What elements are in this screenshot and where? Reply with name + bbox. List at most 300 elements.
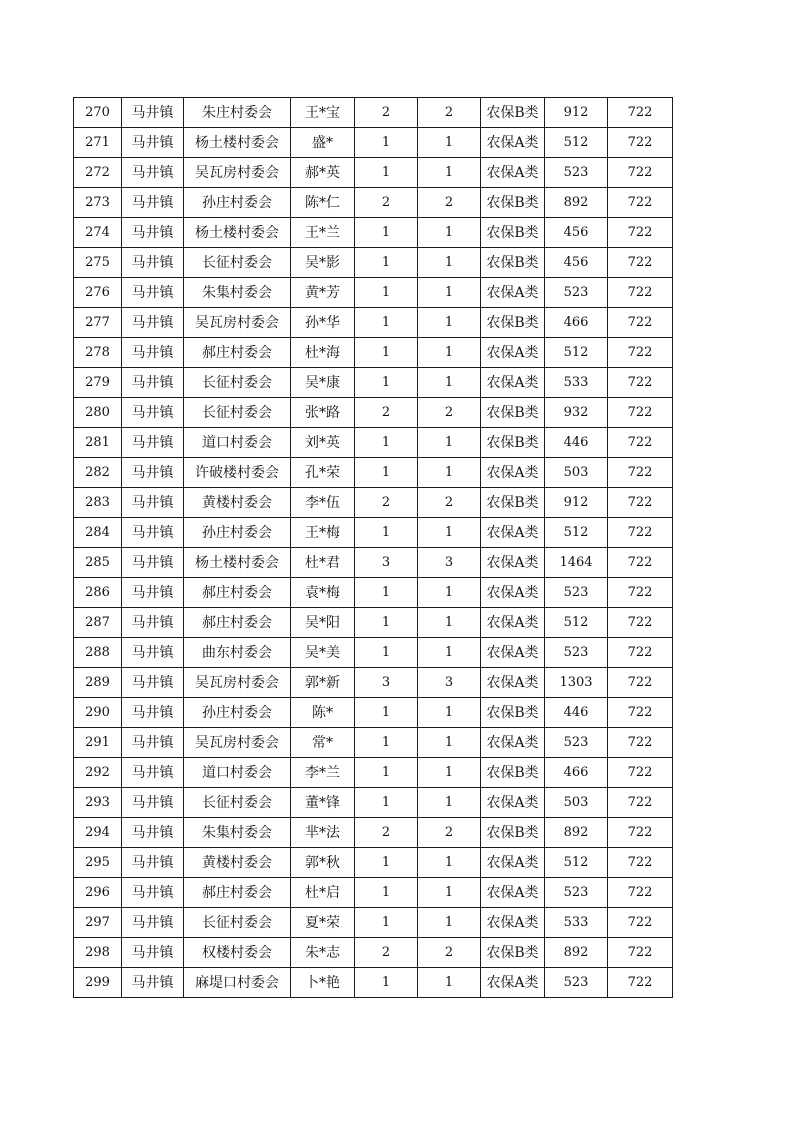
amount-cell: 932: [545, 398, 608, 428]
household-count-cell: 3: [355, 548, 418, 578]
name-cell: 郭*秋: [291, 848, 355, 878]
standard-cell: 722: [608, 698, 673, 728]
household-count-cell: 1: [355, 278, 418, 308]
town-cell: 马井镇: [122, 458, 184, 488]
name-cell: 刘*英: [291, 428, 355, 458]
household-count-cell: 2: [355, 188, 418, 218]
town-cell: 马井镇: [122, 218, 184, 248]
amount-cell: 533: [545, 908, 608, 938]
name-cell: 王*宝: [291, 98, 355, 128]
row-number-cell: 286: [74, 578, 122, 608]
standard-cell: 722: [608, 428, 673, 458]
name-cell: 郝*英: [291, 158, 355, 188]
amount-cell: 512: [545, 518, 608, 548]
household-count-cell: 1: [355, 788, 418, 818]
village-committee-cell: 朱集村委会: [184, 278, 291, 308]
household-count-cell: 1: [355, 728, 418, 758]
person-count-cell: 1: [418, 968, 481, 998]
person-count-cell: 3: [418, 668, 481, 698]
household-count-cell: 1: [355, 908, 418, 938]
town-cell: 马井镇: [122, 248, 184, 278]
household-count-cell: 1: [355, 128, 418, 158]
name-cell: 朱*志: [291, 938, 355, 968]
household-count-cell: 3: [355, 668, 418, 698]
standard-cell: 722: [608, 128, 673, 158]
village-committee-cell: 郝庄村委会: [184, 878, 291, 908]
person-count-cell: 2: [418, 488, 481, 518]
insurance-category-cell: 农保A类: [481, 128, 545, 158]
name-cell: 卜*艳: [291, 968, 355, 998]
household-count-cell: 1: [355, 848, 418, 878]
town-cell: 马井镇: [122, 668, 184, 698]
person-count-cell: 1: [418, 728, 481, 758]
person-count-cell: 2: [418, 398, 481, 428]
standard-cell: 722: [608, 818, 673, 848]
village-committee-cell: 朱庄村委会: [184, 98, 291, 128]
table-row: [74, 638, 673, 668]
household-count-cell: 2: [355, 398, 418, 428]
person-count-cell: 1: [418, 698, 481, 728]
town-cell: 马井镇: [122, 698, 184, 728]
name-cell: 董*锋: [291, 788, 355, 818]
name-cell: 吴*影: [291, 248, 355, 278]
person-count-cell: 1: [418, 848, 481, 878]
village-committee-cell: 孙庄村委会: [184, 518, 291, 548]
amount-cell: 523: [545, 278, 608, 308]
town-cell: 马井镇: [122, 818, 184, 848]
row-number-cell: 278: [74, 338, 122, 368]
standard-cell: 722: [608, 518, 673, 548]
name-cell: 杜*君: [291, 548, 355, 578]
amount-cell: 512: [545, 848, 608, 878]
table-row: [74, 938, 673, 968]
insurance-category-cell: 农保A类: [481, 728, 545, 758]
standard-cell: 722: [608, 908, 673, 938]
person-count-cell: 1: [418, 158, 481, 188]
table-row: [74, 308, 673, 338]
household-count-cell: 1: [355, 338, 418, 368]
village-committee-cell: 朱集村委会: [184, 818, 291, 848]
row-number-cell: 294: [74, 818, 122, 848]
amount-cell: 892: [545, 818, 608, 848]
person-count-cell: 1: [418, 578, 481, 608]
name-cell: 芈*法: [291, 818, 355, 848]
amount-cell: 912: [545, 98, 608, 128]
name-cell: 袁*梅: [291, 578, 355, 608]
row-number-cell: 280: [74, 398, 122, 428]
household-count-cell: 1: [355, 158, 418, 188]
insurance-category-cell: 农保B类: [481, 758, 545, 788]
town-cell: 马井镇: [122, 638, 184, 668]
person-count-cell: 1: [418, 218, 481, 248]
row-number-cell: 271: [74, 128, 122, 158]
amount-cell: 523: [545, 878, 608, 908]
insurance-category-cell: 农保B类: [481, 218, 545, 248]
row-number-cell: 298: [74, 938, 122, 968]
town-cell: 马井镇: [122, 938, 184, 968]
insurance-category-cell: 农保A类: [481, 458, 545, 488]
village-committee-cell: 孙庄村委会: [184, 698, 291, 728]
insurance-category-cell: 农保A类: [481, 788, 545, 818]
person-count-cell: 2: [418, 188, 481, 218]
row-number-cell: 272: [74, 158, 122, 188]
table-row: [74, 848, 673, 878]
amount-cell: 503: [545, 458, 608, 488]
name-cell: 夏*荣: [291, 908, 355, 938]
standard-cell: 722: [608, 878, 673, 908]
person-count-cell: 1: [418, 518, 481, 548]
town-cell: 马井镇: [122, 728, 184, 758]
town-cell: 马井镇: [122, 488, 184, 518]
village-committee-cell: 道口村委会: [184, 428, 291, 458]
insurance-category-cell: 农保A类: [481, 158, 545, 188]
roster-table-body: [74, 98, 673, 998]
table-row: [74, 878, 673, 908]
person-count-cell: 1: [418, 248, 481, 278]
person-count-cell: 1: [418, 308, 481, 338]
row-number-cell: 273: [74, 188, 122, 218]
household-count-cell: 1: [355, 458, 418, 488]
household-count-cell: 1: [355, 518, 418, 548]
name-cell: 盛*: [291, 128, 355, 158]
table-row: [74, 98, 673, 128]
row-number-cell: 282: [74, 458, 122, 488]
village-committee-cell: 杨土楼村委会: [184, 128, 291, 158]
table-row: [74, 698, 673, 728]
amount-cell: 456: [545, 248, 608, 278]
village-committee-cell: 吴瓦房村委会: [184, 728, 291, 758]
person-count-cell: 1: [418, 878, 481, 908]
amount-cell: 912: [545, 488, 608, 518]
insurance-category-cell: 农保A类: [481, 908, 545, 938]
town-cell: 马井镇: [122, 158, 184, 188]
insurance-category-cell: 农保A类: [481, 368, 545, 398]
table-row: [74, 818, 673, 848]
table-row: [74, 278, 673, 308]
standard-cell: 722: [608, 98, 673, 128]
table-row: [74, 188, 673, 218]
town-cell: 马井镇: [122, 398, 184, 428]
town-cell: 马井镇: [122, 548, 184, 578]
amount-cell: 1303: [545, 668, 608, 698]
table-row: [74, 788, 673, 818]
standard-cell: 722: [608, 278, 673, 308]
row-number-cell: 285: [74, 548, 122, 578]
person-count-cell: 1: [418, 368, 481, 398]
row-number-cell: 287: [74, 608, 122, 638]
insurance-category-cell: 农保A类: [481, 608, 545, 638]
household-count-cell: 1: [355, 608, 418, 638]
household-count-cell: 1: [355, 698, 418, 728]
person-count-cell: 3: [418, 548, 481, 578]
table-row: [74, 218, 673, 248]
row-number-cell: 283: [74, 488, 122, 518]
insurance-category-cell: 农保A类: [481, 548, 545, 578]
village-committee-cell: 道口村委会: [184, 758, 291, 788]
standard-cell: 722: [608, 458, 673, 488]
row-number-cell: 295: [74, 848, 122, 878]
table-row: [74, 578, 673, 608]
town-cell: 马井镇: [122, 578, 184, 608]
person-count-cell: 1: [418, 128, 481, 158]
standard-cell: 722: [608, 218, 673, 248]
town-cell: 马井镇: [122, 368, 184, 398]
person-count-cell: 1: [418, 458, 481, 488]
name-cell: 李*伍: [291, 488, 355, 518]
standard-cell: 722: [608, 548, 673, 578]
standard-cell: 722: [608, 488, 673, 518]
person-count-cell: 1: [418, 278, 481, 308]
village-committee-cell: 孙庄村委会: [184, 188, 291, 218]
row-number-cell: 281: [74, 428, 122, 458]
village-committee-cell: 长征村委会: [184, 368, 291, 398]
standard-cell: 722: [608, 758, 673, 788]
amount-cell: 523: [545, 638, 608, 668]
town-cell: 马井镇: [122, 758, 184, 788]
row-number-cell: 270: [74, 98, 122, 128]
insurance-category-cell: 农保A类: [481, 338, 545, 368]
insurance-category-cell: 农保A类: [481, 968, 545, 998]
village-committee-cell: 吴瓦房村委会: [184, 308, 291, 338]
insurance-category-cell: 农保A类: [481, 278, 545, 308]
household-count-cell: 1: [355, 428, 418, 458]
household-count-cell: 1: [355, 248, 418, 278]
name-cell: 王*兰: [291, 218, 355, 248]
village-committee-cell: 长征村委会: [184, 248, 291, 278]
insurance-category-cell: 农保B类: [481, 308, 545, 338]
amount-cell: 512: [545, 338, 608, 368]
table-row: [74, 428, 673, 458]
amount-cell: 523: [545, 728, 608, 758]
household-count-cell: 1: [355, 578, 418, 608]
table-row: [74, 398, 673, 428]
insurance-category-cell: 农保B类: [481, 188, 545, 218]
amount-cell: 523: [545, 158, 608, 188]
insurance-category-cell: 农保B类: [481, 938, 545, 968]
roster-table: [73, 97, 673, 998]
name-cell: 吴*康: [291, 368, 355, 398]
person-count-cell: 1: [418, 788, 481, 818]
name-cell: 吴*美: [291, 638, 355, 668]
household-count-cell: 2: [355, 938, 418, 968]
person-count-cell: 2: [418, 938, 481, 968]
name-cell: 吴*阳: [291, 608, 355, 638]
insurance-category-cell: 农保B类: [481, 98, 545, 128]
amount-cell: 466: [545, 308, 608, 338]
table-row: [74, 248, 673, 278]
household-count-cell: 1: [355, 368, 418, 398]
town-cell: 马井镇: [122, 188, 184, 218]
insurance-category-cell: 农保A类: [481, 638, 545, 668]
town-cell: 马井镇: [122, 338, 184, 368]
standard-cell: 722: [608, 728, 673, 758]
row-number-cell: 275: [74, 248, 122, 278]
standard-cell: 722: [608, 398, 673, 428]
table-row: [74, 338, 673, 368]
name-cell: 李*兰: [291, 758, 355, 788]
village-committee-cell: 长征村委会: [184, 908, 291, 938]
amount-cell: 512: [545, 128, 608, 158]
standard-cell: 722: [608, 368, 673, 398]
table-row: [74, 968, 673, 998]
row-number-cell: 291: [74, 728, 122, 758]
standard-cell: 722: [608, 638, 673, 668]
person-count-cell: 1: [418, 638, 481, 668]
person-count-cell: 1: [418, 608, 481, 638]
town-cell: 马井镇: [122, 308, 184, 338]
town-cell: 马井镇: [122, 278, 184, 308]
table-row: [74, 758, 673, 788]
person-count-cell: 2: [418, 98, 481, 128]
table-row: [74, 158, 673, 188]
row-number-cell: 276: [74, 278, 122, 308]
person-count-cell: 1: [418, 908, 481, 938]
name-cell: 陈*仁: [291, 188, 355, 218]
name-cell: 王*梅: [291, 518, 355, 548]
village-committee-cell: 吴瓦房村委会: [184, 158, 291, 188]
village-committee-cell: 黄楼村委会: [184, 848, 291, 878]
town-cell: 马井镇: [122, 878, 184, 908]
insurance-category-cell: 农保B类: [481, 818, 545, 848]
amount-cell: 446: [545, 698, 608, 728]
table-row: [74, 368, 673, 398]
town-cell: 马井镇: [122, 968, 184, 998]
table-row: [74, 458, 673, 488]
household-count-cell: 1: [355, 218, 418, 248]
person-count-cell: 1: [418, 428, 481, 458]
household-count-cell: 2: [355, 98, 418, 128]
standard-cell: 722: [608, 968, 673, 998]
name-cell: 黄*芳: [291, 278, 355, 308]
household-count-cell: 1: [355, 308, 418, 338]
standard-cell: 722: [608, 668, 673, 698]
household-count-cell: 1: [355, 638, 418, 668]
row-number-cell: 279: [74, 368, 122, 398]
table-row: [74, 488, 673, 518]
name-cell: 杜*启: [291, 878, 355, 908]
person-count-cell: 1: [418, 338, 481, 368]
household-count-cell: 1: [355, 878, 418, 908]
person-count-cell: 2: [418, 818, 481, 848]
town-cell: 马井镇: [122, 788, 184, 818]
amount-cell: 892: [545, 188, 608, 218]
village-committee-cell: 杨土楼村委会: [184, 218, 291, 248]
standard-cell: 722: [608, 938, 673, 968]
row-number-cell: 288: [74, 638, 122, 668]
amount-cell: 456: [545, 218, 608, 248]
town-cell: 马井镇: [122, 428, 184, 458]
table-row: [74, 548, 673, 578]
insurance-category-cell: 农保B类: [481, 488, 545, 518]
row-number-cell: 289: [74, 668, 122, 698]
village-committee-cell: 曲东村委会: [184, 638, 291, 668]
insurance-category-cell: 农保A类: [481, 518, 545, 548]
table-row: [74, 128, 673, 158]
insurance-category-cell: 农保A类: [481, 578, 545, 608]
village-committee-cell: 许破楼村委会: [184, 458, 291, 488]
table-row: [74, 518, 673, 548]
row-number-cell: 296: [74, 878, 122, 908]
row-number-cell: 277: [74, 308, 122, 338]
household-count-cell: 1: [355, 968, 418, 998]
insurance-category-cell: 农保A类: [481, 848, 545, 878]
insurance-category-cell: 农保A类: [481, 878, 545, 908]
household-count-cell: 2: [355, 818, 418, 848]
name-cell: 郭*新: [291, 668, 355, 698]
insurance-category-cell: 农保A类: [481, 668, 545, 698]
village-committee-cell: 长征村委会: [184, 788, 291, 818]
amount-cell: 523: [545, 968, 608, 998]
household-count-cell: 1: [355, 758, 418, 788]
village-committee-cell: 权楼村委会: [184, 938, 291, 968]
amount-cell: 466: [545, 758, 608, 788]
insurance-category-cell: 农保B类: [481, 428, 545, 458]
standard-cell: 722: [608, 188, 673, 218]
table-row: [74, 728, 673, 758]
person-count-cell: 1: [418, 758, 481, 788]
row-number-cell: 290: [74, 698, 122, 728]
row-number-cell: 299: [74, 968, 122, 998]
name-cell: 杜*海: [291, 338, 355, 368]
standard-cell: 722: [608, 158, 673, 188]
table-row: [74, 608, 673, 638]
amount-cell: 446: [545, 428, 608, 458]
amount-cell: 503: [545, 788, 608, 818]
standard-cell: 722: [608, 848, 673, 878]
insurance-category-cell: 农保B类: [481, 248, 545, 278]
village-committee-cell: 吴瓦房村委会: [184, 668, 291, 698]
table-row: [74, 668, 673, 698]
row-number-cell: 274: [74, 218, 122, 248]
village-committee-cell: 郝庄村委会: [184, 608, 291, 638]
village-committee-cell: 郝庄村委会: [184, 578, 291, 608]
insurance-category-cell: 农保B类: [481, 398, 545, 428]
town-cell: 马井镇: [122, 608, 184, 638]
town-cell: 马井镇: [122, 128, 184, 158]
household-count-cell: 2: [355, 488, 418, 518]
amount-cell: 1464: [545, 548, 608, 578]
standard-cell: 722: [608, 578, 673, 608]
name-cell: 孔*荣: [291, 458, 355, 488]
town-cell: 马井镇: [122, 848, 184, 878]
amount-cell: 512: [545, 608, 608, 638]
amount-cell: 523: [545, 578, 608, 608]
amount-cell: 892: [545, 938, 608, 968]
name-cell: 孙*华: [291, 308, 355, 338]
table-row: [74, 908, 673, 938]
village-committee-cell: 杨土楼村委会: [184, 548, 291, 578]
name-cell: 常*: [291, 728, 355, 758]
row-number-cell: 293: [74, 788, 122, 818]
town-cell: 马井镇: [122, 518, 184, 548]
standard-cell: 722: [608, 608, 673, 638]
row-number-cell: 284: [74, 518, 122, 548]
row-number-cell: 292: [74, 758, 122, 788]
village-committee-cell: 长征村委会: [184, 398, 291, 428]
standard-cell: 722: [608, 308, 673, 338]
village-committee-cell: 黄楼村委会: [184, 488, 291, 518]
insurance-category-cell: 农保B类: [481, 698, 545, 728]
town-cell: 马井镇: [122, 908, 184, 938]
town-cell: 马井镇: [122, 98, 184, 128]
amount-cell: 533: [545, 368, 608, 398]
standard-cell: 722: [608, 248, 673, 278]
name-cell: 张*路: [291, 398, 355, 428]
standard-cell: 722: [608, 338, 673, 368]
village-committee-cell: 郝庄村委会: [184, 338, 291, 368]
standard-cell: 722: [608, 788, 673, 818]
name-cell: 陈*: [291, 698, 355, 728]
